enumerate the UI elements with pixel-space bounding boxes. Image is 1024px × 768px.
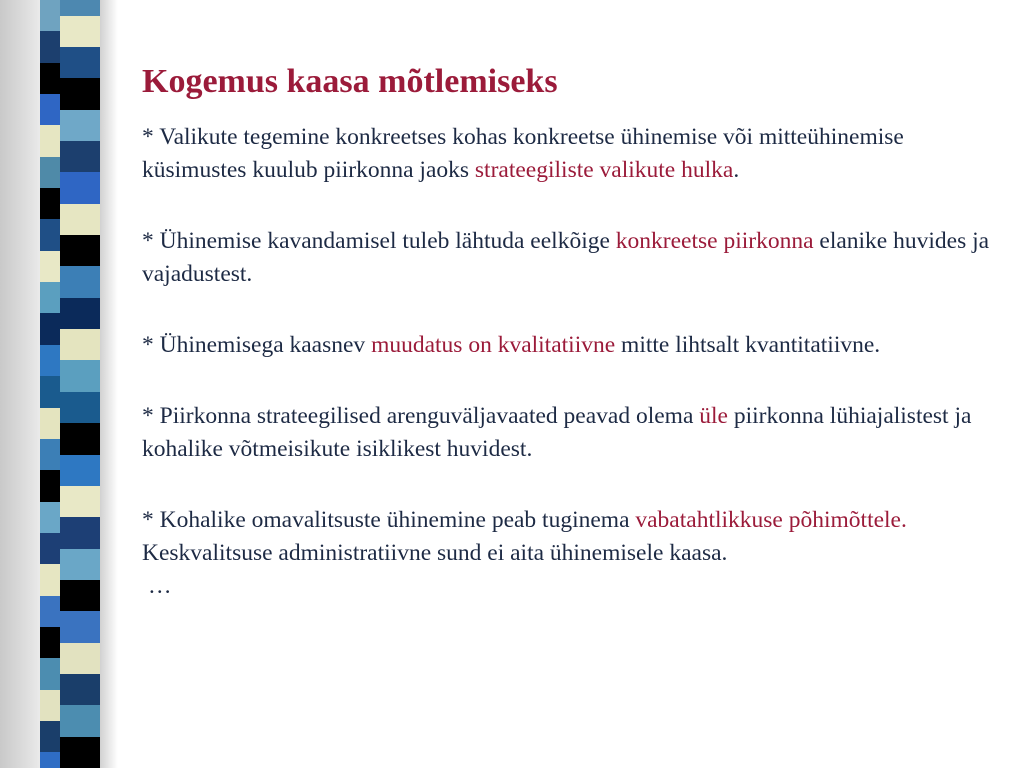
body-text: * Ühinemisega kaasnev [142, 331, 372, 358]
body-text: Keskvalitsuse administratiivne sund ei aita ühinemisele kaasa. [142, 539, 728, 566]
stripe-segment [60, 643, 100, 675]
bullet-paragraph [142, 329, 992, 362]
stripe-shadow [100, 0, 118, 768]
bullet-paragraph [142, 400, 992, 466]
stripe-segment [60, 423, 100, 455]
body-text: * Ühinemise kavandamisel tuleb lähtuda eelkõige [142, 227, 616, 254]
stripe-segment [60, 486, 100, 518]
body-text: piirkonna lühiajalistest ja kohalike võtmeisikute isiklikest huvidest. [142, 402, 972, 462]
stripe-segment [60, 611, 100, 643]
stripe-segment [60, 549, 100, 581]
highlighted-text: vabatahtlikkuse põhimõttele. [635, 506, 907, 533]
stripe-segment [60, 517, 100, 549]
stripe-segment [60, 204, 100, 236]
body-text: * Valikute tegemine konkreetses kohas konkreetse ühinemise või mitteühinemise küsimustes kuulub piirkonna jaoks [142, 123, 904, 183]
stripe-segment [60, 580, 100, 612]
stripe-segment [60, 455, 100, 487]
body-text: . [733, 156, 740, 183]
bullet-paragraph [142, 225, 992, 291]
slide-title: Kogemus kaasa mõtlemiseks [142, 63, 558, 100]
slide-content [142, 62, 992, 603]
stripe-segment [60, 235, 100, 267]
body-text: mitte lihtsalt kvantitatiivne. [615, 331, 881, 358]
highlighted-text: strateegiliste valikute hulka [474, 156, 734, 183]
ellipsis: … [148, 572, 172, 599]
stripe-segment [60, 329, 100, 361]
stripe-segment [60, 298, 100, 330]
stripe-segment [60, 674, 100, 706]
stripe-segment [60, 392, 100, 424]
body-text: * Kohalike omavalitsuste ühinemine peab tuginema [142, 506, 636, 533]
stripe-segment [60, 266, 100, 298]
bullet-paragraph [142, 121, 992, 187]
highlighted-text: muudatus on kvalitatiivne [371, 331, 616, 358]
stripe-segment [60, 78, 100, 110]
stripe-segment [60, 47, 100, 79]
body-text: * Piirkonna strateegilised arenguväljavaated peavad olema [142, 402, 700, 429]
decorative-stripe-right [60, 0, 100, 768]
stripe-segment [60, 360, 100, 392]
stripe-segment [60, 16, 100, 48]
stripe-segment [60, 0, 100, 17]
stripe-segment [60, 172, 100, 204]
body-text: elanike huvides ja vajadustest. [142, 227, 990, 287]
highlighted-text: üle [699, 402, 728, 429]
stripe-segment [60, 737, 100, 768]
paragraph-list [142, 121, 992, 570]
bullet-paragraph [142, 504, 992, 570]
stripe-segment [60, 141, 100, 173]
stripe-segment [60, 110, 100, 142]
stripe-segment [60, 705, 100, 737]
highlighted-text: konkreetse piirkonna [615, 227, 814, 254]
